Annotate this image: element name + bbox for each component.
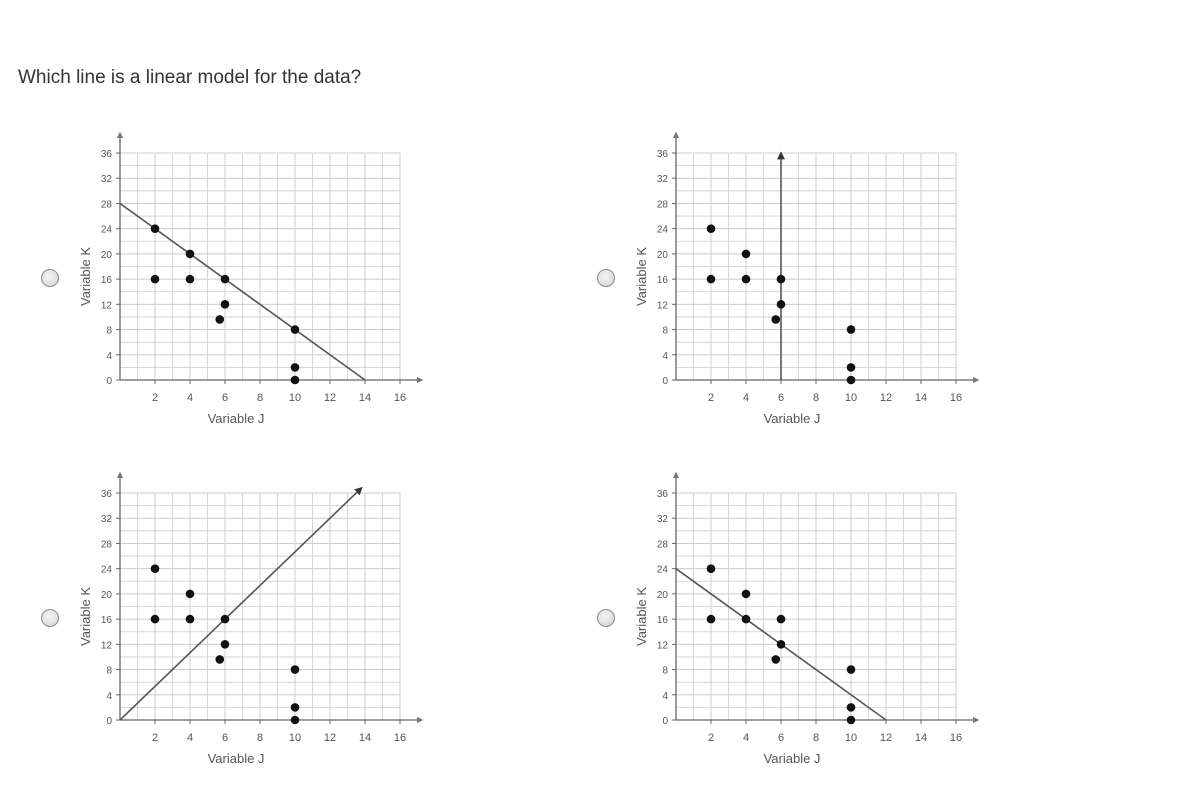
data-point bbox=[707, 564, 716, 573]
data-point bbox=[291, 363, 300, 372]
data-point bbox=[847, 665, 856, 674]
x-tick-label: 4 bbox=[186, 732, 194, 744]
x-tick-label: 12 bbox=[879, 392, 893, 404]
y-tick-label: 12 bbox=[100, 300, 112, 312]
y-axis-label: Variable K bbox=[634, 246, 649, 307]
y-tick-label: 4 bbox=[662, 350, 668, 362]
x-tick-label: 12 bbox=[323, 392, 337, 404]
radio-button-d[interactable] bbox=[597, 609, 615, 627]
x-tick-label: 6 bbox=[777, 732, 785, 744]
data-point bbox=[291, 665, 300, 674]
y-tick-label: 28 bbox=[656, 199, 668, 211]
data-point bbox=[151, 564, 160, 573]
y-axis-label: Variable K bbox=[634, 586, 649, 647]
data-point bbox=[777, 615, 786, 624]
data-point bbox=[742, 275, 751, 284]
graph-option-d bbox=[634, 460, 1014, 780]
answer-option-d[interactable] bbox=[596, 460, 1036, 790]
x-tick-label: 4 bbox=[186, 392, 194, 404]
y-tick-label: 28 bbox=[100, 539, 112, 551]
data-point bbox=[221, 615, 230, 624]
y-tick-label: 16 bbox=[656, 615, 668, 627]
data-point bbox=[215, 655, 224, 664]
data-point bbox=[777, 275, 786, 284]
data-point bbox=[847, 363, 856, 372]
data-point bbox=[151, 275, 160, 284]
y-tick-label: 20 bbox=[100, 249, 112, 261]
data-point bbox=[151, 615, 160, 624]
y-tick-label: 36 bbox=[100, 489, 112, 500]
answer-option-b[interactable] bbox=[596, 120, 1036, 450]
x-tick-label: 6 bbox=[221, 392, 229, 404]
y-tick-label: 12 bbox=[100, 640, 112, 652]
x-tick-label: 16 bbox=[949, 732, 963, 744]
x-tick-label: 2 bbox=[151, 732, 159, 744]
y-tick-label: 24 bbox=[100, 564, 112, 576]
radio-button-a[interactable] bbox=[41, 269, 59, 287]
answer-option-c[interactable] bbox=[40, 460, 480, 790]
grid bbox=[676, 493, 956, 720]
graph-option-c bbox=[78, 460, 458, 780]
y-tick-label: 32 bbox=[100, 174, 112, 186]
y-tick-label: 36 bbox=[656, 489, 668, 500]
y-tick-label: 20 bbox=[656, 589, 668, 601]
x-tick-label: 14 bbox=[914, 392, 928, 404]
x-tick-label: 10 bbox=[844, 732, 858, 744]
x-axis-label: Variable J bbox=[763, 751, 821, 766]
x-tick-label: 2 bbox=[151, 392, 159, 404]
y-tick-label: 16 bbox=[100, 275, 112, 287]
data-point bbox=[291, 376, 300, 385]
x-tick-label: 10 bbox=[288, 732, 302, 744]
data-point bbox=[221, 640, 230, 649]
y-tick-label: 4 bbox=[106, 690, 112, 702]
y-tick-label: 8 bbox=[106, 665, 112, 677]
y-tick-label: 20 bbox=[100, 589, 112, 601]
y-tick-label: 32 bbox=[100, 514, 112, 526]
x-tick-label: 8 bbox=[256, 392, 264, 404]
y-tick-label: 28 bbox=[100, 199, 112, 211]
y-tick-label: 16 bbox=[656, 275, 668, 287]
grid bbox=[676, 153, 956, 380]
y-tick-label: 24 bbox=[656, 564, 668, 576]
y-tick-label: 12 bbox=[656, 640, 668, 652]
data-point bbox=[707, 275, 716, 284]
model-line bbox=[120, 488, 362, 720]
y-tick-label: 36 bbox=[100, 149, 112, 160]
x-tick-label: 14 bbox=[914, 732, 928, 744]
y-tick-label: 0 bbox=[662, 716, 668, 727]
data-point bbox=[186, 590, 195, 599]
y-tick-label: 16 bbox=[100, 615, 112, 627]
y-tick-label: 0 bbox=[106, 716, 112, 727]
data-point bbox=[742, 615, 751, 624]
data-point bbox=[742, 250, 751, 259]
y-tick-label: 4 bbox=[662, 690, 668, 702]
x-tick-label: 2 bbox=[707, 732, 715, 744]
y-axis-label: Variable K bbox=[78, 246, 93, 307]
y-tick-label: 28 bbox=[656, 539, 668, 551]
data-point bbox=[291, 716, 300, 725]
x-tick-label: 8 bbox=[812, 732, 820, 744]
y-tick-label: 8 bbox=[106, 325, 112, 337]
radio-button-b[interactable] bbox=[597, 269, 615, 287]
data-point bbox=[771, 655, 780, 664]
data-point bbox=[221, 275, 230, 284]
x-tick-label: 16 bbox=[393, 732, 407, 744]
x-tick-label: 4 bbox=[742, 392, 750, 404]
y-tick-label: 0 bbox=[106, 376, 112, 387]
x-tick-label: 4 bbox=[742, 732, 750, 744]
x-tick-label: 2 bbox=[707, 392, 715, 404]
y-tick-label: 4 bbox=[106, 350, 112, 362]
graph-option-b bbox=[634, 120, 1014, 440]
data-point bbox=[777, 640, 786, 649]
y-tick-label: 8 bbox=[662, 325, 668, 337]
data-point bbox=[291, 703, 300, 712]
y-tick-label: 0 bbox=[662, 376, 668, 387]
y-tick-label: 32 bbox=[656, 174, 668, 186]
x-tick-label: 12 bbox=[323, 732, 337, 744]
y-tick-label: 24 bbox=[100, 224, 112, 236]
x-axis-label: Variable J bbox=[207, 751, 265, 766]
x-tick-label: 10 bbox=[288, 392, 302, 404]
data-point bbox=[707, 615, 716, 624]
data-point bbox=[847, 703, 856, 712]
data-point bbox=[151, 224, 160, 233]
question-text: Which line is a linear model for the data? bbox=[18, 67, 362, 88]
y-tick-label: 32 bbox=[656, 514, 668, 526]
data-point bbox=[186, 250, 195, 259]
y-tick-label: 12 bbox=[656, 300, 668, 312]
data-point bbox=[186, 615, 195, 624]
y-axis-label: Variable K bbox=[78, 586, 93, 647]
x-tick-label: 14 bbox=[358, 732, 372, 744]
data-point bbox=[186, 275, 195, 284]
graph-option-a bbox=[78, 120, 458, 440]
radio-button-c[interactable] bbox=[41, 609, 59, 627]
x-axis-label: Variable J bbox=[207, 411, 265, 426]
x-tick-label: 16 bbox=[393, 392, 407, 404]
answer-option-a[interactable] bbox=[40, 120, 480, 450]
x-tick-label: 6 bbox=[777, 392, 785, 404]
grid bbox=[120, 493, 400, 720]
data-point bbox=[771, 315, 780, 324]
x-tick-label: 6 bbox=[221, 732, 229, 744]
x-tick-label: 8 bbox=[256, 732, 264, 744]
data-point bbox=[847, 325, 856, 334]
x-tick-label: 12 bbox=[879, 732, 893, 744]
data-point bbox=[777, 300, 786, 309]
grid bbox=[120, 153, 400, 380]
y-tick-label: 8 bbox=[662, 665, 668, 677]
x-axis-label: Variable J bbox=[763, 411, 821, 426]
data-point bbox=[847, 376, 856, 385]
x-tick-label: 10 bbox=[844, 392, 858, 404]
data-point bbox=[847, 716, 856, 725]
y-tick-label: 36 bbox=[656, 149, 668, 160]
data-point bbox=[742, 590, 751, 599]
y-tick-label: 24 bbox=[656, 224, 668, 236]
data-point bbox=[291, 325, 300, 334]
x-tick-label: 16 bbox=[949, 392, 963, 404]
data-point bbox=[215, 315, 224, 324]
x-tick-label: 14 bbox=[358, 392, 372, 404]
y-tick-label: 20 bbox=[656, 249, 668, 261]
data-point bbox=[221, 300, 230, 309]
x-tick-label: 8 bbox=[812, 392, 820, 404]
data-point bbox=[707, 224, 716, 233]
